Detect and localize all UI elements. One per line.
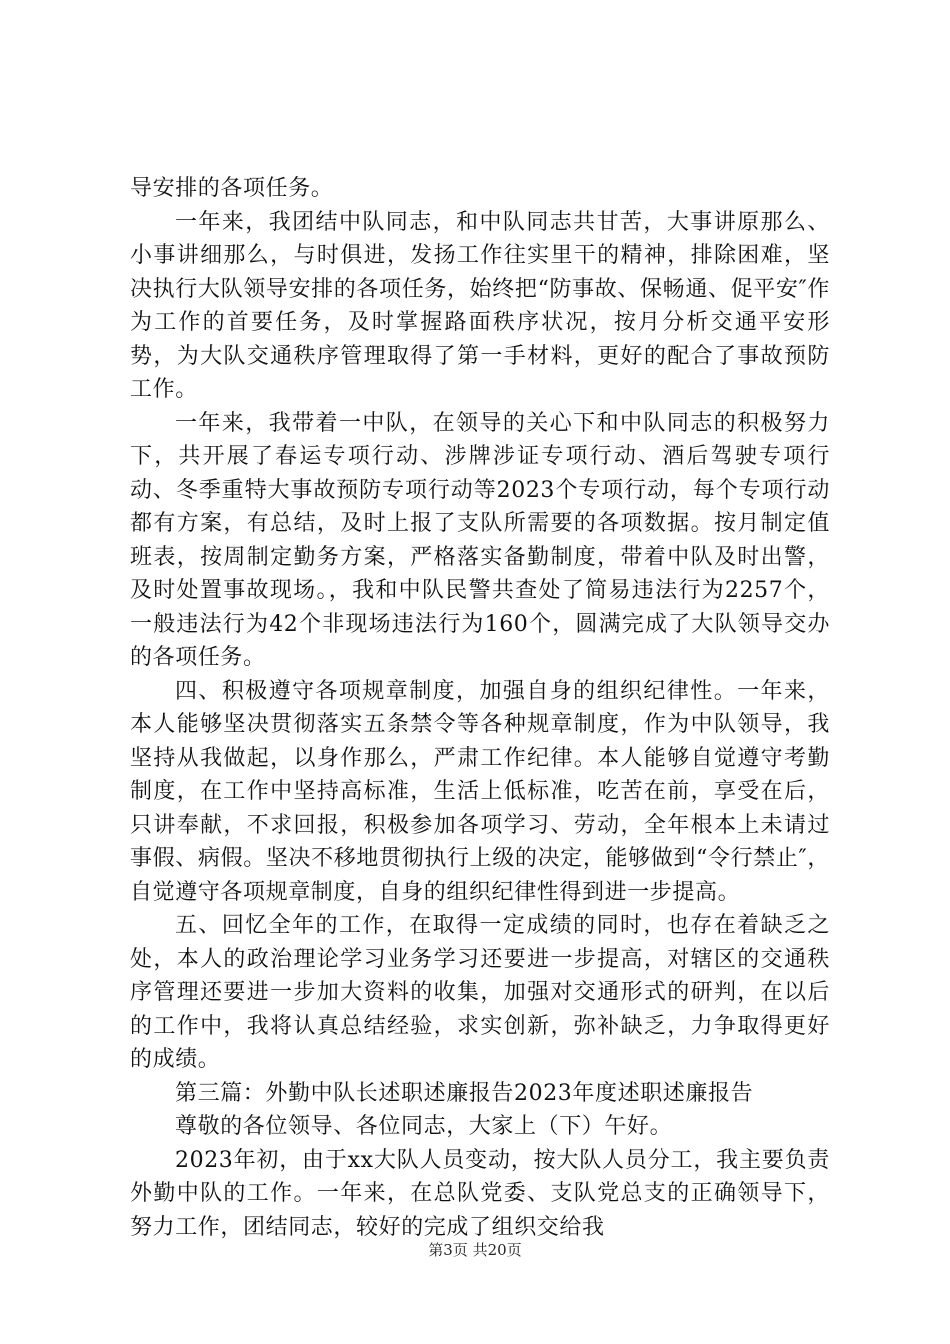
paragraph-1: 导安排的各项任务。: [130, 176, 334, 201]
paragraph-4: 四、积极遵守各项规章制度，加强自身的组织纪律性。一年来，本人能够坚决贯彻落实五条禁令等各种规章制度，作为中队领导，我坚持从我做起，以身作那么，严肃工作纪律。本人能够自觉遵守考勤制度，在工作中坚持高标准，生活上低标准，吃苦在前，享受在后，只讲奉献，不求回报，积极参加各项学习、劳动，全年根本上未请过事假、病假。坚决不移地贯彻执行上级的决定，能够做到“令行禁止″，自觉遵守各项规章制度，自身的组织纪律性得到进一步提高。: [130, 678, 830, 905]
document-body: [130, 172, 830, 1244]
paragraph-3: 一年来，我带着一中队，在领导的关心下和中队同志的积极努力下，共开展了春运专项行动、涉牌涉证专项行动、酒后驾驶专项行动、冬季重特大事故预防专项行动等2023个专项行动，每个专项行动都有方案，有总结，及时上报了支队所需要的各项数据。按月制定值班表，按周制定勤务方案，严格落实备勤制度，带着中队及时出警，及时处置事故现场。，我和中队民警共查处了简易违法行为2257个，一般违法行为42个非现场违法行为160个，圆满完成了大队领导交办的各项任务。: [130, 410, 830, 670]
paragraph-8: 2023年初，由于xx大队人员变动，按大队人员分工，我主要负责外勤中队的工作。一年来，在总队党委、支队党总支的正确领导下，努力工作，团结同志，较好的完成了组织交给我: [130, 1147, 830, 1240]
paragraph-2: 一年来，我团结中队同志，和中队同志共甘苦，大事讲原那么、小事讲细那么，与时俱进，发扬工作往实里干的精神，排除困难，坚决执行大队领导安排的各项任务，始终把“防事故、保畅通、促平安″作为工作的首要任务，及时掌握路面秩序状况，按月分析交通平安形势，为大队交通秩序管理取得了第一手材料，更好的配合了事故预防工作。: [130, 209, 830, 402]
greeting: 尊敬的各位领导、各位同志，大家上（下）午好。: [175, 1114, 673, 1139]
section-heading: 第三篇：外勤中队长述职述廉报告2023年度述职述廉报告: [175, 1080, 754, 1106]
paragraph-5: 五、回忆全年的工作，在取得一定成绩的同时，也存在着缺乏之处，本人的政治理论学习业务学习还要进一步提高，对辖区的交通秩序管理还要进一步加大资料的收集，加强对交通形式的研判，在以后的工作中，我将认真总结经验，求实创新，弥补缺乏，力争取得更好的成绩。: [130, 913, 830, 1072]
page-number: 第3页 共20页: [428, 1241, 522, 1259]
